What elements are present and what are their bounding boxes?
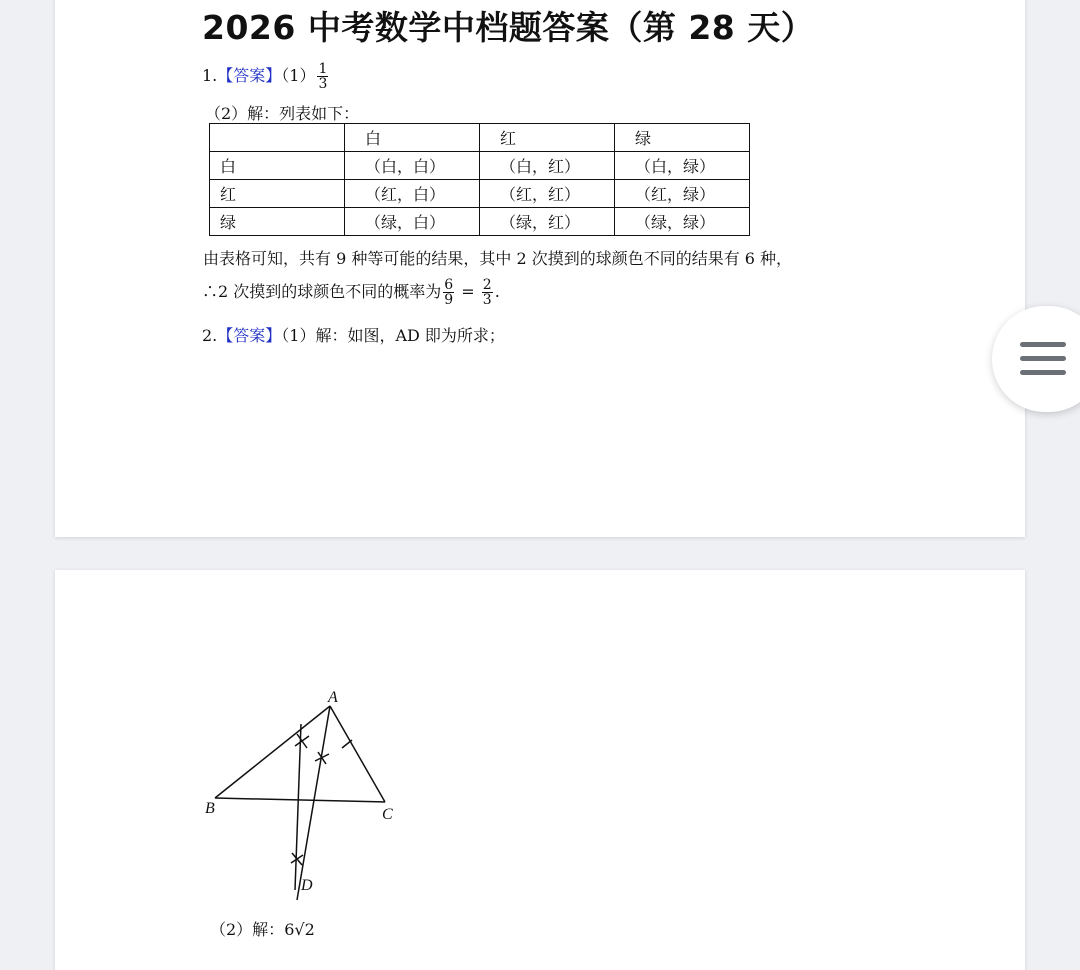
table-row: [210, 208, 750, 236]
q1-conclusion: ∴2 次摸到的球颜色不同的概率为 $\frac{6}{9}$ = $\frac{2}{3}$ .: [202, 277, 500, 308]
q2-part2-label: （2）解：: [210, 920, 285, 939]
table-header-cell: 红: [480, 124, 615, 152]
side-bc: [215, 798, 385, 802]
q1-number: 1.: [202, 66, 218, 85]
table-cell: （绿，白）: [345, 208, 480, 236]
document-page-1: [55, 0, 1025, 537]
q1-part1-fraction: $\frac{1}{3}$: [318, 61, 328, 92]
table-row: [210, 124, 750, 152]
label-c: C: [382, 806, 393, 823]
table-cell: 白: [210, 152, 345, 180]
table-header-cell: 绿: [615, 124, 750, 152]
triangle-construction-figure: [205, 690, 465, 905]
segment-ad: [297, 706, 330, 900]
label-d: D: [301, 877, 313, 894]
table-header-cell: [210, 124, 345, 152]
table-cell: （红，红）: [480, 180, 615, 208]
label-b: B: [205, 800, 215, 817]
document-title: 2026 中考数学中档题答案（第 28 天）: [202, 8, 815, 47]
side-ac: [330, 706, 385, 802]
q2-part2-value: 6√2: [284, 920, 315, 939]
q2-part1: （1）解：如图，AD 即为所求；: [281, 326, 505, 345]
arc-mark: [295, 734, 309, 748]
label-a: A: [328, 690, 338, 706]
table-header-cell: 白: [345, 124, 480, 152]
outcome-table: [209, 123, 750, 236]
q1-part1-label: （1）: [281, 66, 316, 85]
table-cell: （红，白）: [345, 180, 480, 208]
fraction-2-3: $\frac{2}{3}$: [482, 277, 492, 308]
q1-answer-line: [202, 62, 330, 91]
fraction-6-9: $\frac{6}{9}$: [444, 277, 454, 308]
side-ab: [215, 706, 330, 798]
q2-answer-tag: 【答案】: [217, 326, 282, 345]
q2-number: 2.: [202, 326, 218, 345]
table-row: [210, 180, 750, 208]
table-cell: 绿: [210, 208, 345, 236]
q1-summary: 由表格可知，共有 9 种等可能的结果，其中 2 次摸到的球颜色不同的结果有 6 种，: [203, 249, 793, 268]
q2-answer-line: [202, 323, 505, 346]
table-cell: （绿，绿）: [615, 208, 750, 236]
table-cell: （白，白）: [345, 152, 480, 180]
q1-part2-label: （2）解：列表如下：: [205, 104, 360, 123]
table-cell: 红: [210, 180, 345, 208]
table-cell: （白，红）: [480, 152, 615, 180]
table-cell: （白，绿）: [615, 152, 750, 180]
perpendicular-bisector: [295, 724, 301, 890]
arc-mark: [342, 740, 352, 748]
table-cell: （红，绿）: [615, 180, 750, 208]
table-row: [210, 152, 750, 180]
table-cell: （绿，红）: [480, 208, 615, 236]
q1-answer-tag: 【答案】: [217, 66, 282, 85]
q2-part2-line: [210, 917, 315, 940]
document-page-2: [55, 570, 1025, 970]
